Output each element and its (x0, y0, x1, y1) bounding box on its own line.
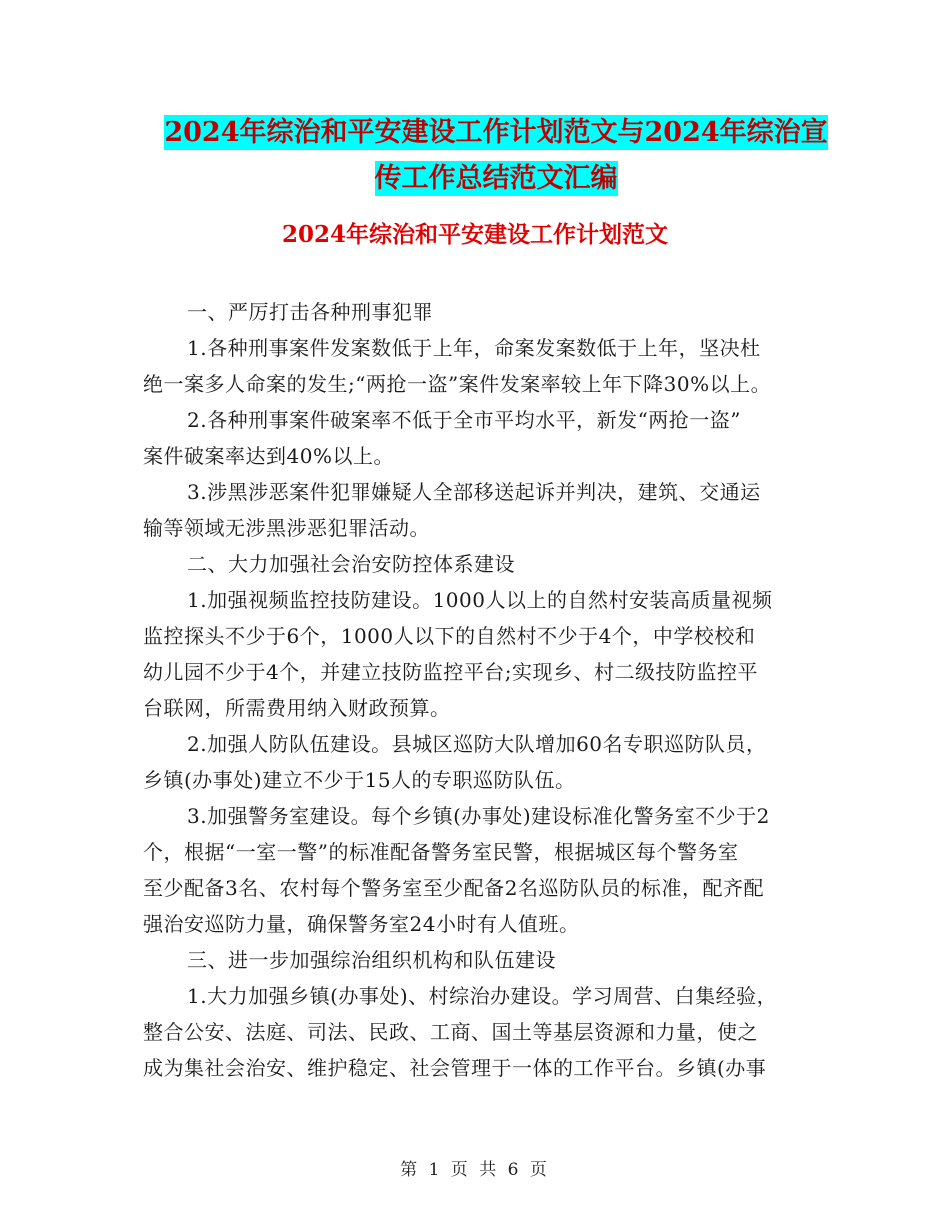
paragraph-line: 2.各种刑事案件破案率不低于全市平均水平，新发“两抢一盗” (187, 408, 742, 432)
paragraph-line: 1.各种刑事案件发案数低于上年，命案发案数低于上年，坚决杜 (187, 336, 761, 360)
paragraph-line: 个，根据“一室一警”的标准配备警务室民警，根据城区每个警务室 (143, 840, 739, 864)
heading-2: 二、大力加强社会治安防控体系建设 (187, 552, 515, 576)
paragraph-line: 3.涉黑涉恶案件犯罪嫌疑人全部移送起诉并判决，建筑、交通运 (187, 480, 761, 504)
document-body (143, 297, 810, 1089)
page-number: 第 1 页 共 6 页 (400, 1160, 550, 1180)
document-title (140, 110, 852, 202)
paragraph-line: 强治安巡防力量，确保警务室24小时有人值班。 (143, 912, 580, 936)
paragraph-line: 台联网，所需费用纳入财政预算。 (143, 696, 451, 720)
paragraph-line: 2.加强人防队伍建设。县城区巡防大队增加60名专职巡防队员， (187, 732, 767, 756)
paragraph-line: 成为集社会治安、维护稳定、社会管理于一体的工作平台。乡镇(办事 (143, 1056, 767, 1080)
paragraph-line: 案件破案率达到40%以上。 (143, 444, 394, 468)
paragraph-line: 至少配备3名、农村每个警务室至少配备2名巡防队员的标准，配齐配 (143, 876, 764, 900)
title-line-1: 2024年综治和平安建设工作计划范文与2024年综治宣 (164, 117, 828, 148)
paragraph-line: 幼儿园不少于4个，并建立技防监控平台;实现乡、村二级技防监控平 (143, 660, 758, 684)
section-heading: 2024年综治和平安建设工作计划范文 (281, 221, 668, 248)
paragraph-line: 1.大力加强乡镇(办事处)、村综治办建设。学习周营、白集经验， (187, 984, 778, 1008)
heading-1: 一、严厉打击各种刑事犯罪 (187, 300, 433, 324)
paragraph-line: 监控探头不少于6个，1000人以下的自然村不少于4个，中学校校和 (143, 624, 756, 648)
paragraph-line: 1.加强视频监控技防建设。1000人以上的自然村安装高质量视频 (187, 588, 773, 612)
paragraph-line: 3.加强警务室建设。每个乡镇(办事处)建设标准化警务室不少于2 (187, 804, 770, 828)
paragraph-line: 乡镇(办事处)建立不少于15人的专职巡防队伍。 (143, 768, 576, 792)
paragraph-line: 绝一案多人命案的发生;“两抢一盗”案件发案率较上年下降30%以上。 (143, 372, 772, 396)
paragraph-line: 整合公安、法庭、司法、民政、工商、国土等基层资源和力量，使之 (143, 1020, 758, 1044)
heading-3: 三、进一步加强综治组织机构和队伍建设 (187, 948, 556, 972)
paragraph-line: 输等领域无涉黑涉恶犯罪活动。 (143, 516, 430, 540)
title-line-2: 传工作总结范文汇编 (374, 163, 618, 194)
